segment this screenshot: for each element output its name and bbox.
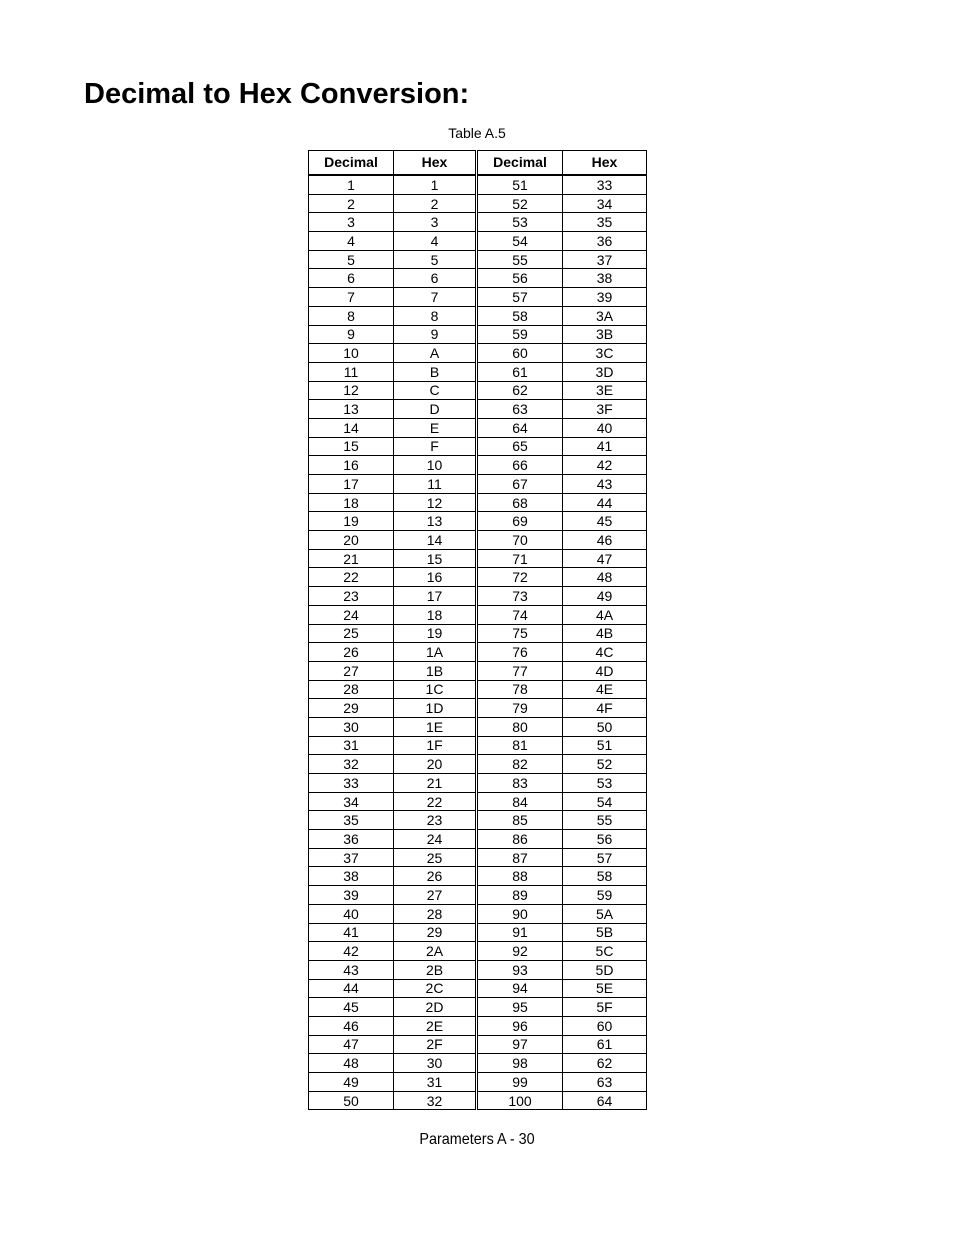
hex-cell: 2	[394, 194, 477, 213]
table-row	[309, 288, 647, 307]
hex-cell: 1C	[394, 680, 477, 699]
decimal-cell: 91	[477, 923, 563, 942]
hex-cell: 60	[563, 1016, 647, 1035]
hex-cell: 54	[563, 792, 647, 811]
decimal-cell: 98	[477, 1054, 563, 1073]
hex-cell: 63	[563, 1073, 647, 1092]
decimal-cell: 74	[477, 605, 563, 624]
hex-cell: 8	[394, 306, 477, 325]
decimal-cell: 90	[477, 904, 563, 923]
decimal-cell: 57	[477, 288, 563, 307]
hex-cell: 26	[394, 867, 477, 886]
decimal-cell: 64	[477, 418, 563, 437]
table-caption: Table A.5	[448, 125, 506, 141]
decimal-cell: 48	[309, 1054, 394, 1073]
decimal-cell: 70	[477, 531, 563, 550]
decimal-cell: 17	[309, 475, 394, 494]
hex-cell: 5D	[563, 960, 647, 979]
page-title: Decimal to Hex Conversion:	[84, 78, 470, 110]
hex-cell: 35	[563, 213, 647, 232]
decimal-cell: 40	[309, 904, 394, 923]
table-row	[309, 848, 647, 867]
hex-cell: 29	[394, 923, 477, 942]
decimal-cell: 63	[477, 400, 563, 419]
hex-cell: 3C	[563, 344, 647, 363]
decimal-cell: 44	[309, 979, 394, 998]
hex-cell: 22	[394, 792, 477, 811]
decimal-cell: 53	[477, 213, 563, 232]
decimal-cell: 68	[477, 493, 563, 512]
decimal-cell: 51	[477, 175, 563, 194]
decimal-cell: 72	[477, 568, 563, 587]
hex-cell: 23	[394, 811, 477, 830]
table-row	[309, 325, 647, 344]
hex-cell: C	[394, 381, 477, 400]
decimal-cell: 58	[477, 306, 563, 325]
hex-cell: 5F	[563, 998, 647, 1017]
hex-cell: 37	[563, 250, 647, 269]
table-row	[309, 624, 647, 643]
hex-cell: 9	[394, 325, 477, 344]
decimal-cell: 49	[309, 1073, 394, 1092]
hex-cell: 52	[563, 755, 647, 774]
table-row	[309, 400, 647, 419]
column-header-hex: Hex	[394, 151, 477, 176]
hex-cell: 5A	[563, 904, 647, 923]
hex-cell: 2B	[394, 960, 477, 979]
table-row	[309, 923, 647, 942]
decimal-cell: 56	[477, 269, 563, 288]
decimal-cell: 39	[309, 886, 394, 905]
table-row	[309, 643, 647, 662]
decimal-cell: 54	[477, 232, 563, 251]
hex-cell: 4C	[563, 643, 647, 662]
hex-cell: 3B	[563, 325, 647, 344]
decimal-cell: 1	[309, 175, 394, 194]
hex-cell: 25	[394, 848, 477, 867]
hex-cell: F	[394, 437, 477, 456]
table-row	[309, 998, 647, 1017]
hex-cell: 50	[563, 717, 647, 736]
hex-cell: 3A	[563, 306, 647, 325]
decimal-cell: 85	[477, 811, 563, 830]
hex-cell: 20	[394, 755, 477, 774]
decimal-cell: 55	[477, 250, 563, 269]
table-row	[309, 587, 647, 606]
hex-cell: 31	[394, 1073, 477, 1092]
decimal-cell: 27	[309, 661, 394, 680]
decimal-cell: 94	[477, 979, 563, 998]
hex-cell: 1D	[394, 699, 477, 718]
decimal-cell: 26	[309, 643, 394, 662]
decimal-cell: 15	[309, 437, 394, 456]
decimal-cell: 25	[309, 624, 394, 643]
hex-cell: 43	[563, 475, 647, 494]
hex-cell: 5B	[563, 923, 647, 942]
decimal-hex-table	[308, 150, 647, 1110]
decimal-cell: 16	[309, 456, 394, 475]
hex-cell: 28	[394, 904, 477, 923]
hex-cell: 19	[394, 624, 477, 643]
table-row	[309, 960, 647, 979]
decimal-cell: 33	[309, 774, 394, 793]
decimal-cell: 88	[477, 867, 563, 886]
decimal-cell: 62	[477, 381, 563, 400]
table-row	[309, 531, 647, 550]
decimal-cell: 35	[309, 811, 394, 830]
decimal-cell: 83	[477, 774, 563, 793]
hex-cell: 3E	[563, 381, 647, 400]
column-header-decimal: Decimal	[477, 151, 563, 176]
decimal-cell: 78	[477, 680, 563, 699]
decimal-cell: 31	[309, 736, 394, 755]
hex-cell: 4E	[563, 680, 647, 699]
decimal-cell: 5	[309, 250, 394, 269]
hex-cell: 1B	[394, 661, 477, 680]
hex-cell: 5E	[563, 979, 647, 998]
page-footer: Parameters A - 30	[419, 1131, 535, 1148]
hex-cell: 4A	[563, 605, 647, 624]
table-row	[309, 232, 647, 251]
table-row	[309, 830, 647, 849]
hex-cell: 7	[394, 288, 477, 307]
hex-cell: 33	[563, 175, 647, 194]
decimal-cell: 3	[309, 213, 394, 232]
table-row	[309, 1054, 647, 1073]
decimal-cell: 46	[309, 1016, 394, 1035]
decimal-cell: 75	[477, 624, 563, 643]
table-row	[309, 437, 647, 456]
decimal-cell: 21	[309, 549, 394, 568]
decimal-cell: 6	[309, 269, 394, 288]
decimal-cell: 36	[309, 830, 394, 849]
hex-cell: 36	[563, 232, 647, 251]
decimal-cell: 67	[477, 475, 563, 494]
hex-cell: 4F	[563, 699, 647, 718]
hex-cell: 4D	[563, 661, 647, 680]
column-header-hex: Hex	[563, 151, 647, 176]
hex-cell: 3D	[563, 362, 647, 381]
hex-cell: 41	[563, 437, 647, 456]
hex-cell: 2E	[394, 1016, 477, 1035]
hex-cell: 47	[563, 549, 647, 568]
table-row	[309, 680, 647, 699]
table-row	[309, 493, 647, 512]
hex-cell: 3F	[563, 400, 647, 419]
table-row	[309, 942, 647, 961]
decimal-cell: 20	[309, 531, 394, 550]
hex-cell: 2F	[394, 1035, 477, 1054]
table-row	[309, 792, 647, 811]
table-row	[309, 1073, 647, 1092]
hex-cell: 32	[394, 1091, 477, 1110]
hex-cell: 2C	[394, 979, 477, 998]
table-row	[309, 512, 647, 531]
decimal-cell: 84	[477, 792, 563, 811]
table-row	[309, 699, 647, 718]
decimal-cell: 92	[477, 942, 563, 961]
hex-cell: 62	[563, 1054, 647, 1073]
hex-cell: 53	[563, 774, 647, 793]
table-row	[309, 867, 647, 886]
hex-cell: 3	[394, 213, 477, 232]
hex-cell: 56	[563, 830, 647, 849]
decimal-cell: 52	[477, 194, 563, 213]
hex-cell: 42	[563, 456, 647, 475]
hex-cell: 57	[563, 848, 647, 867]
hex-cell: 11	[394, 475, 477, 494]
decimal-cell: 87	[477, 848, 563, 867]
hex-cell: 5C	[563, 942, 647, 961]
decimal-cell: 93	[477, 960, 563, 979]
table-row	[309, 194, 647, 213]
decimal-cell: 59	[477, 325, 563, 344]
decimal-cell: 77	[477, 661, 563, 680]
table-row	[309, 717, 647, 736]
decimal-cell: 69	[477, 512, 563, 531]
hex-cell: 24	[394, 830, 477, 849]
table-row	[309, 418, 647, 437]
decimal-cell: 71	[477, 549, 563, 568]
table-row	[309, 381, 647, 400]
decimal-cell: 65	[477, 437, 563, 456]
hex-cell: 27	[394, 886, 477, 905]
decimal-cell: 50	[309, 1091, 394, 1110]
decimal-cell: 24	[309, 605, 394, 624]
hex-cell: 58	[563, 867, 647, 886]
decimal-cell: 14	[309, 418, 394, 437]
hex-cell: 46	[563, 531, 647, 550]
decimal-cell: 38	[309, 867, 394, 886]
hex-cell: 1	[394, 175, 477, 194]
decimal-cell: 22	[309, 568, 394, 587]
decimal-cell: 89	[477, 886, 563, 905]
decimal-cell: 86	[477, 830, 563, 849]
hex-cell: 17	[394, 587, 477, 606]
table-row	[309, 475, 647, 494]
hex-cell: 49	[563, 587, 647, 606]
hex-cell: B	[394, 362, 477, 381]
hex-cell: 44	[563, 493, 647, 512]
decimal-cell: 60	[477, 344, 563, 363]
decimal-cell: 41	[309, 923, 394, 942]
decimal-cell: 19	[309, 512, 394, 531]
table-row	[309, 362, 647, 381]
decimal-cell: 66	[477, 456, 563, 475]
table-row	[309, 811, 647, 830]
decimal-cell: 12	[309, 381, 394, 400]
decimal-cell: 30	[309, 717, 394, 736]
decimal-cell: 81	[477, 736, 563, 755]
table-row	[309, 904, 647, 923]
hex-cell: 13	[394, 512, 477, 531]
decimal-cell: 29	[309, 699, 394, 718]
hex-cell: 40	[563, 418, 647, 437]
decimal-cell: 11	[309, 362, 394, 381]
hex-cell: 18	[394, 605, 477, 624]
table-row	[309, 661, 647, 680]
table-row	[309, 306, 647, 325]
hex-cell: 34	[563, 194, 647, 213]
hex-cell: 16	[394, 568, 477, 587]
decimal-cell: 34	[309, 792, 394, 811]
hex-cell: 4	[394, 232, 477, 251]
decimal-cell: 99	[477, 1073, 563, 1092]
decimal-cell: 8	[309, 306, 394, 325]
hex-cell: 14	[394, 531, 477, 550]
hex-cell: 1A	[394, 643, 477, 662]
hex-cell: 38	[563, 269, 647, 288]
table-row	[309, 269, 647, 288]
hex-cell: 5	[394, 250, 477, 269]
hex-cell: 21	[394, 774, 477, 793]
hex-cell: A	[394, 344, 477, 363]
decimal-cell: 23	[309, 587, 394, 606]
decimal-cell: 96	[477, 1016, 563, 1035]
hex-cell: 51	[563, 736, 647, 755]
decimal-cell: 13	[309, 400, 394, 419]
hex-cell: 15	[394, 549, 477, 568]
table-row	[309, 979, 647, 998]
table-body	[309, 175, 647, 1110]
hex-cell: 12	[394, 493, 477, 512]
hex-cell: 2A	[394, 942, 477, 961]
hex-cell: 1F	[394, 736, 477, 755]
decimal-cell: 28	[309, 680, 394, 699]
hex-cell: 48	[563, 568, 647, 587]
hex-cell: 30	[394, 1054, 477, 1073]
decimal-cell: 45	[309, 998, 394, 1017]
decimal-cell: 76	[477, 643, 563, 662]
hex-cell: E	[394, 418, 477, 437]
hex-cell: 59	[563, 886, 647, 905]
table-row	[309, 344, 647, 363]
hex-cell: 55	[563, 811, 647, 830]
table-row	[309, 1016, 647, 1035]
hex-cell: 64	[563, 1091, 647, 1110]
hex-cell: 45	[563, 512, 647, 531]
decimal-cell: 73	[477, 587, 563, 606]
decimal-cell: 9	[309, 325, 394, 344]
decimal-cell: 37	[309, 848, 394, 867]
hex-cell: 39	[563, 288, 647, 307]
decimal-cell: 42	[309, 942, 394, 961]
decimal-cell: 61	[477, 362, 563, 381]
table-row	[309, 886, 647, 905]
decimal-cell: 7	[309, 288, 394, 307]
table-row	[309, 250, 647, 269]
decimal-cell: 43	[309, 960, 394, 979]
hex-cell: 10	[394, 456, 477, 475]
table-row	[309, 755, 647, 774]
table-row	[309, 736, 647, 755]
decimal-cell: 95	[477, 998, 563, 1017]
decimal-cell: 100	[477, 1091, 563, 1110]
hex-cell: 61	[563, 1035, 647, 1054]
hex-cell: 1E	[394, 717, 477, 736]
decimal-cell: 80	[477, 717, 563, 736]
hex-cell: D	[394, 400, 477, 419]
table-row	[309, 1035, 647, 1054]
decimal-cell: 97	[477, 1035, 563, 1054]
table-row	[309, 568, 647, 587]
table-header-row	[309, 151, 647, 176]
decimal-cell: 47	[309, 1035, 394, 1054]
hex-cell: 6	[394, 269, 477, 288]
table-row	[309, 774, 647, 793]
table-row	[309, 213, 647, 232]
column-header-decimal: Decimal	[309, 151, 394, 176]
hex-cell: 4B	[563, 624, 647, 643]
hex-cell: 2D	[394, 998, 477, 1017]
table-row	[309, 605, 647, 624]
table-row	[309, 549, 647, 568]
decimal-cell: 32	[309, 755, 394, 774]
decimal-cell: 18	[309, 493, 394, 512]
decimal-cell: 79	[477, 699, 563, 718]
decimal-cell: 4	[309, 232, 394, 251]
decimal-cell: 82	[477, 755, 563, 774]
decimal-cell: 2	[309, 194, 394, 213]
table-row	[309, 1091, 647, 1110]
table-row	[309, 175, 647, 194]
decimal-cell: 10	[309, 344, 394, 363]
table-row	[309, 456, 647, 475]
